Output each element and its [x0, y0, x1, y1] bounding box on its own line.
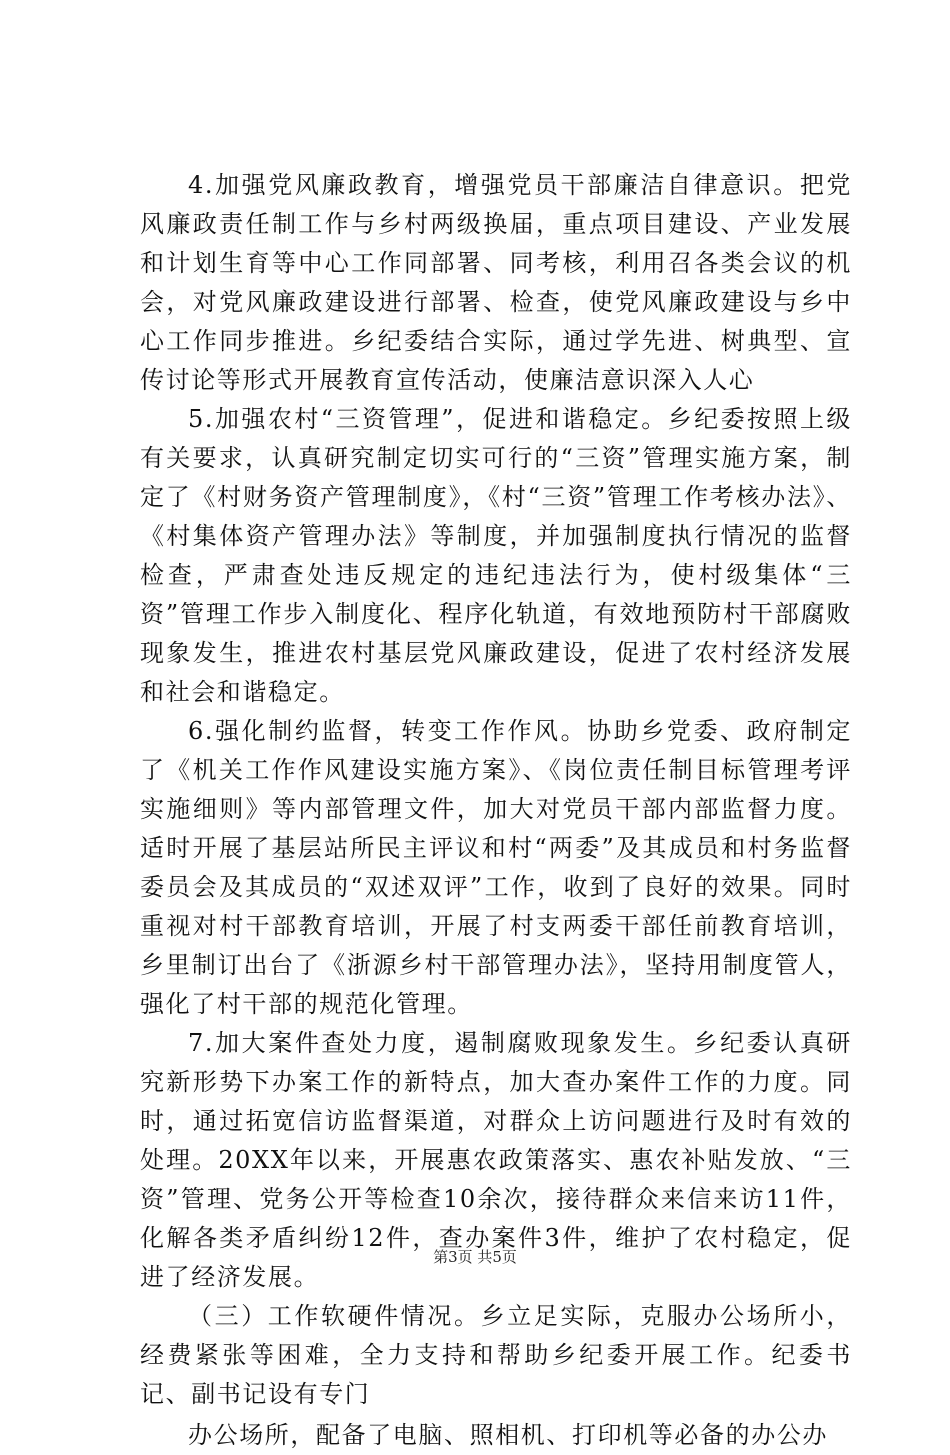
paragraph-4: 4.加强党风廉政教育，增强党员干部廉洁自律意识。把党风廉政责任制工作与乡村两级换届，重点项目建设、产业发展和计划生育等中心工作同部署、同考核，利用召各类会议的机会，对党风廉政建设进行部署、检查，使党风廉政建设与乡中心工作同步推进。乡纪委结合实际，通过学先进、树典型、宣传讨论等形式开展教育宣传活动，使廉洁意识深入人心	[140, 171, 852, 394]
page-footer: 第3页 共5页	[433, 1248, 517, 1266]
paragraph-6: 6.强化制约监督，转变工作作风。协助乡党委、政府制定了《机关工作作风建设实施方案》、《岗位责任制目标管理考评实施细则》等内部管理文件，加大对党员干部内部监督力度。适时开展了基层站所民主评议和村“两委”及其成员和村务监督委员会及其成员的“双述双评”工作，收到了良好的效果。同时重视对村干部教育培训，开展了村支两委干部任前教育培训，乡里制订出台了《浙源乡村干部管理办法》，坚持用制度管人，强化了村干部的规范化管理。	[140, 717, 852, 1018]
paragraph-continued: 办公场所，配备了电脑、照相机、打印机等必备的办公办	[188, 1421, 828, 1449]
paragraph-7: 7.加大案件查处力度，遏制腐败现象发生。乡纪委认真研究新形势下办案工作的新特点，加大查办案件工作的力度。同时，通过拓宽信访监督渠道，对群众上访问题进行及时有效的处理。20XX年以来，开展惠农政策落实、惠农补贴发放、“三资”管理、党务公开等检查10余次，接待群众来信来访11件，化解各类矛盾纠纷12件，查办案件3件，维护了农村稳定，促进了经济发展。	[140, 1029, 852, 1291]
paragraph-section-3: （三）工作软硬件情况。乡立足实际，克服办公场所小，经费紧张等困难，全力支持和帮助乡纪委开展工作。纪委书记、副书记设有专门	[140, 1302, 852, 1408]
paragraph-5: 5.加强农村“三资管理”，促进和谐稳定。乡纪委按照上级有关要求，认真研究制定切实可行的“三资”管理实施方案，制定了《村财务资产管理制度》，《村“三资”管理工作考核办法》、《村集体资产管理办法》等制度，并加强制度执行情况的监督检查，严肃查处违反规定的违纪违法行为，使村级集体“三资”管理工作步入制度化、程序化轨道，有效地预防村干部腐败现象发生，推进农村基层党风廉政建设，促进了农村经济发展和社会和谐稳定。	[140, 405, 852, 706]
